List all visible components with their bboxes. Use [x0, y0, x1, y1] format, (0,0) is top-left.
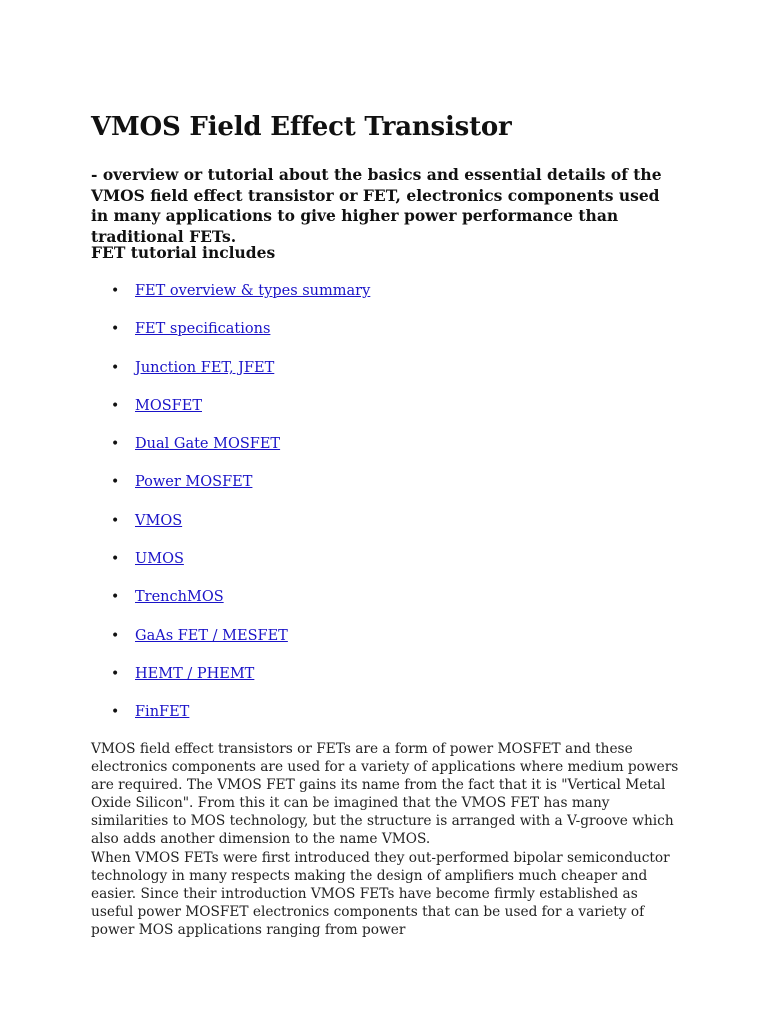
- toc-item: [91, 587, 370, 625]
- toc-link-hemt[interactable]: HEMT / PHEMT: [135, 665, 255, 682]
- toc-item: [91, 702, 370, 740]
- bullet-icon: •: [111, 283, 120, 299]
- body-paragraph: VMOS field effect transistors or FETs are a form of power MOSFET and these electronics components are used for a variety of applications where medium powers are required. The VMOS FET gains its name from the fact that it is "Vertical Metal Oxide Silicon". From this it can be imagined that the VMOS FET has many similarities to MOS technology, but the structure is arranged with a V-groove which also adds another dimension to the name VMOS.: [91, 741, 679, 847]
- toc-link-gaas-fet[interactable]: GaAs FET / MESFET: [135, 627, 288, 644]
- toc-link-dual-gate-mosfet[interactable]: Dual Gate MOSFET: [135, 436, 281, 453]
- toc-item: [91, 396, 370, 434]
- toc-link-fet-overview[interactable]: FET overview & types summary: [135, 283, 371, 299]
- bullet-icon: •: [111, 359, 120, 376]
- toc-item: [91, 358, 370, 396]
- toc-link-fet-specifications[interactable]: FET specifications: [135, 321, 271, 338]
- toc-link-finfet[interactable]: FinFET: [135, 704, 190, 721]
- bullet-icon: •: [111, 474, 120, 491]
- toc-link-mosfet[interactable]: MOSFET: [135, 397, 202, 414]
- toc-list: [91, 281, 370, 741]
- toc-item: [91, 664, 370, 702]
- toc-link-junction-fet[interactable]: Junction FET, JFET: [135, 359, 275, 376]
- toc-link-umos[interactable]: UMOS: [135, 551, 184, 568]
- toc-link-trenchmos[interactable]: TrenchMOS: [135, 589, 224, 606]
- toc-item: [91, 319, 370, 357]
- toc-item: [91, 626, 370, 664]
- body-paragraph: When VMOS FETs were first introduced they out-performed bipolar semiconductor technology in many respects making the design of amplifiers much cheaper and easier. Since their introduction VMOS FETs have become firmly established as useful power MOSFET electronics components that can be used for a variety of power MOS applications ranging from power: [91, 850, 670, 938]
- bullet-icon: •: [111, 704, 120, 721]
- bullet-icon: •: [111, 665, 120, 682]
- toc-heading: FET tutorial includes: [91, 243, 276, 262]
- toc-link-power-mosfet[interactable]: Power MOSFET: [135, 474, 253, 491]
- intro-summary: - overview or tutorial about the basics and essential details of the VMOS field effect transistor or FET, electronics components used in many applications to give higher power performance than traditional FETs.: [91, 165, 662, 246]
- toc-item: [91, 472, 370, 510]
- bullet-icon: •: [111, 512, 120, 529]
- toc-item: [91, 511, 370, 549]
- bullet-icon: •: [111, 397, 120, 414]
- toc-link-vmos[interactable]: VMOS: [135, 512, 183, 529]
- bullet-icon: •: [111, 321, 120, 338]
- toc-item: [91, 549, 370, 587]
- bullet-icon: •: [111, 551, 120, 568]
- bullet-icon: •: [111, 436, 120, 453]
- toc-item: [91, 434, 370, 472]
- toc-item: [91, 281, 370, 319]
- bullet-icon: •: [111, 589, 120, 606]
- page-title: VMOS Field Effect Transistor: [91, 112, 512, 142]
- bullet-icon: •: [111, 627, 120, 644]
